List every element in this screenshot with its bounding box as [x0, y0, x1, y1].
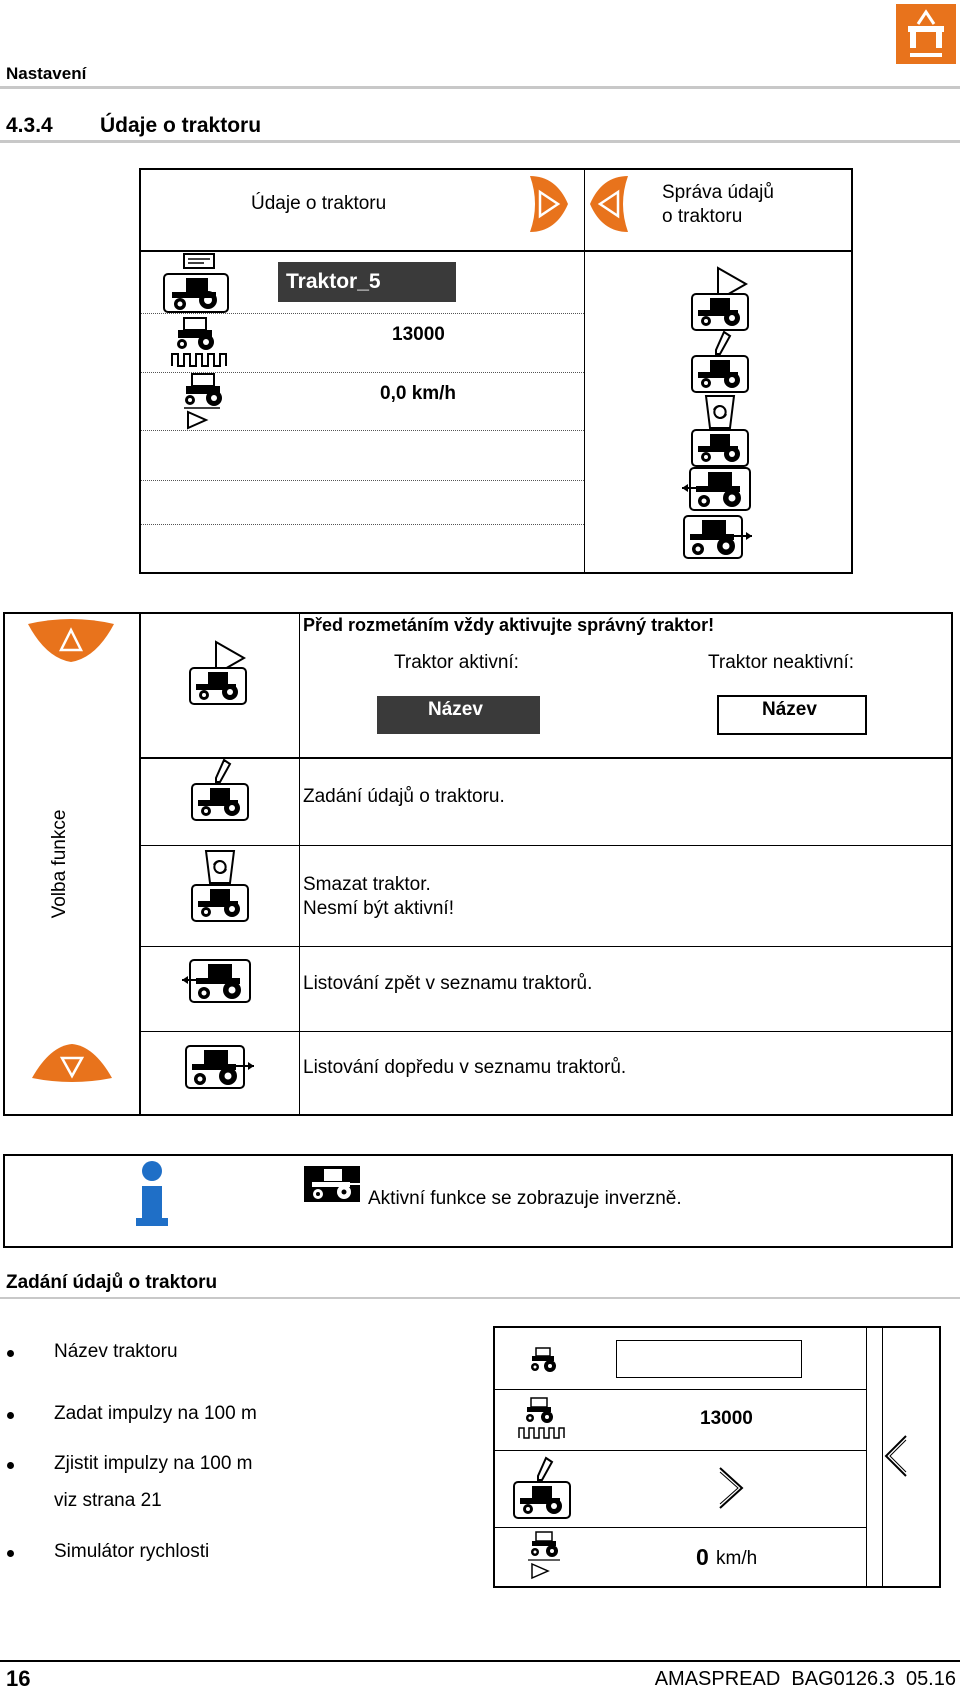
screen-title-line	[139, 250, 853, 252]
row-delete-text-2: Nesmí být aktivní!	[303, 898, 454, 919]
heading-title: Údaje o traktoru	[100, 114, 262, 137]
legend-col-line	[139, 612, 141, 1116]
bullet-impulses: Zadat impulzy na 100 m	[54, 1403, 257, 1424]
legend-row-line	[139, 757, 953, 759]
chevron-right-icon[interactable]	[718, 1466, 746, 1510]
screen-right-title-1: Správa údajů	[662, 182, 774, 203]
heading-number: 4.3.4	[6, 114, 53, 137]
speed-simulator-icon	[526, 1530, 566, 1580]
tractor-icon	[528, 1346, 560, 1374]
bullet-simulator: Simulátor rychlosti	[54, 1541, 210, 1562]
page-number: 16	[6, 1666, 31, 1691]
scroll-forward-icon[interactable]	[680, 514, 754, 562]
legend-table	[3, 612, 953, 1116]
entry-speed-value: 0	[696, 1544, 709, 1570]
bullet-detect-sub: viz strana 21	[54, 1490, 162, 1511]
row-separator	[141, 430, 584, 431]
impulses-icon	[517, 1396, 567, 1442]
legend-row-line	[139, 845, 953, 846]
edit-tractor-icon	[512, 1456, 572, 1520]
inactive-name-value: Název	[762, 699, 817, 720]
impulses-icon	[170, 316, 230, 370]
heading-rule	[0, 140, 960, 143]
active-name-value: Název	[428, 699, 483, 720]
inactive-label: Traktor neaktivní:	[708, 652, 855, 673]
section-name: Nastavení	[6, 64, 87, 83]
footer-rule	[0, 1660, 960, 1662]
row-forward-text: Listování dopředu v seznamu traktorů.	[303, 1057, 627, 1078]
row-delete-text-1: Smazat traktor.	[303, 874, 431, 895]
activate-tractor-icon	[188, 640, 248, 706]
entry-row-line	[493, 1450, 867, 1451]
entry-heading-rule	[0, 1297, 960, 1299]
screen-left-title: Údaje o traktoru	[251, 193, 387, 214]
down-arrow-icon[interactable]	[30, 1042, 114, 1082]
bullet	[7, 1550, 14, 1557]
row-separator	[141, 524, 584, 525]
entry-impulses-value: 13000	[700, 1408, 753, 1429]
delete-tractor-icon	[190, 847, 250, 923]
tractor-name-input[interactable]	[616, 1340, 802, 1378]
entry-speed-unit: km/h	[716, 1548, 758, 1569]
speed-simulator-icon	[180, 372, 230, 430]
row-enter-text: Zadání údajů o traktoru.	[303, 786, 505, 807]
impulses-value: 13000	[392, 324, 445, 345]
amazone-logo	[896, 4, 956, 64]
scroll-forward-icon	[182, 1044, 256, 1092]
entry-row-line	[493, 1527, 867, 1528]
entry-screen-divider	[882, 1326, 883, 1588]
entry-heading: Zadání údajů o traktoru	[6, 1272, 218, 1293]
screen-divider	[584, 168, 585, 574]
entry-row-line	[493, 1389, 867, 1390]
legend-row-line	[139, 1031, 953, 1032]
bullet-name: Název traktoru	[54, 1341, 178, 1362]
tractor-name-value: Traktor_5	[286, 270, 381, 293]
speed-value: 0,0 km/h	[380, 383, 457, 404]
bullet	[7, 1412, 14, 1419]
bullet	[7, 1462, 14, 1469]
note-text: Aktivní funkce se zobrazuje inverzně.	[368, 1188, 682, 1209]
doc-reference: AMASPREAD BAG0126.3 05.16	[654, 1668, 956, 1690]
entry-screen-divider	[866, 1326, 867, 1588]
scroll-back-icon[interactable]	[680, 466, 754, 514]
up-arrow-icon[interactable]	[26, 620, 116, 664]
delete-tractor-icon[interactable]	[690, 392, 750, 468]
bullet-detect: Zjistit impulzy na 100 m	[54, 1453, 253, 1474]
side-label: Volba funkce	[49, 809, 70, 919]
tractor-name-icon	[162, 252, 230, 316]
active-label: Traktor aktivní:	[394, 652, 519, 673]
bullet	[7, 1350, 14, 1357]
scroll-back-icon	[180, 958, 254, 1006]
header-rule	[0, 86, 960, 89]
inverse-tractor-icon	[302, 1164, 362, 1204]
row-separator	[141, 480, 584, 481]
info-icon	[134, 1160, 170, 1228]
warning-text: Před rozmetáním vždy aktivujte správný traktor!	[303, 615, 715, 635]
screen-right-title-2: o traktoru	[662, 206, 743, 227]
row-separator	[141, 313, 584, 314]
row-back-text: Listování zpět v seznamu traktorů.	[303, 973, 593, 994]
activate-tractor-icon[interactable]	[690, 266, 750, 332]
legend-col-line	[299, 612, 300, 1116]
chevron-left-icon[interactable]	[884, 1434, 910, 1478]
edit-tractor-icon[interactable]	[690, 330, 750, 394]
edit-tractor-icon	[190, 758, 250, 822]
forward-arrow-icon[interactable]	[526, 172, 570, 236]
back-arrow-icon[interactable]	[588, 172, 632, 236]
legend-row-line	[139, 946, 953, 947]
